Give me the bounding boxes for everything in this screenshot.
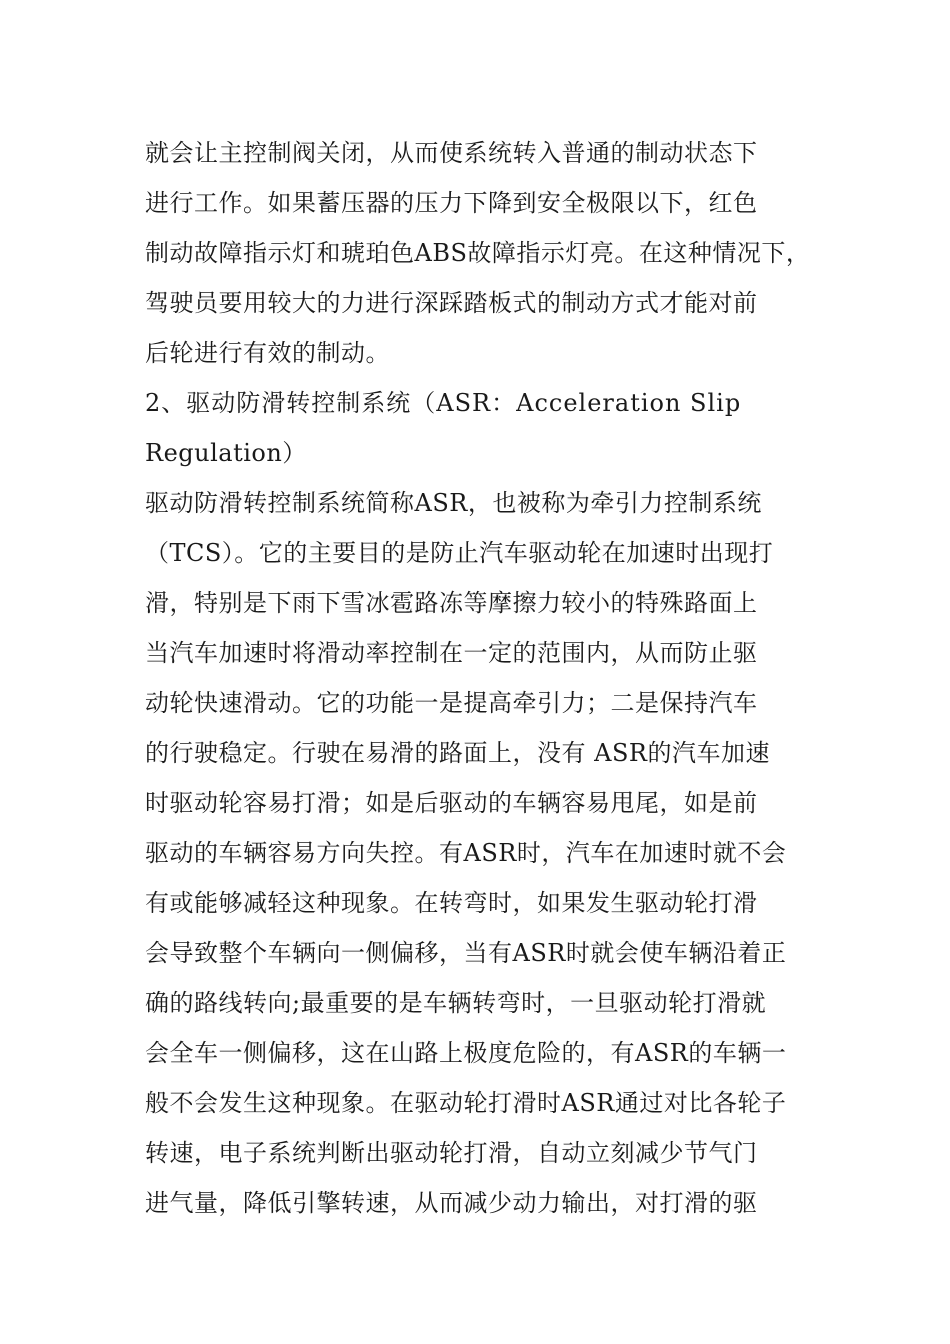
text-line: 滑，特别是下雨下雪冰雹路冻等摩擦力较小的特殊路面上	[145, 589, 758, 617]
text-line: 进行工作。如果蓄压器的压力下降到安全极限以下，红色	[145, 189, 758, 217]
text-line: 会导致整个车辆向一侧偏移，当有ASR时就会使车辆沿着正	[145, 939, 787, 967]
text-line: 当汽车加速时将滑动率控制在一定的范围内，从而防止驱	[145, 639, 758, 667]
text-line: 转速，电子系统判断出驱动轮打滑，自动立刻减少节气门	[145, 1139, 758, 1167]
text-line: 后轮进行有效的制动。	[145, 339, 390, 367]
text-line: 时驱动轮容易打滑；如是后驱动的车辆容易甩尾，如是前	[145, 789, 758, 817]
text-line: 驾驶员要用较大的力进行深踩踏板式的制动方式才能对前	[145, 289, 758, 317]
body-text	[145, 128, 815, 1228]
text-line: 动轮快速滑动。它的功能一是提高牵引力；二是保持汽车	[145, 689, 758, 717]
text-line: 驱动的车辆容易方向失控。有ASR时，汽车在加速时就不会	[145, 839, 787, 867]
text-line: 驱动防滑转控制系统简称ASR，也被称为牵引力控制系统	[145, 489, 762, 517]
text-line: 有或能够减轻这种现象。在转弯时，如果发生驱动轮打滑	[145, 889, 758, 917]
text-line: 会全车一侧偏移，这在山路上极度危险的，有ASR的车辆一	[145, 1039, 787, 1067]
section-heading-continued: Regulation）	[145, 439, 307, 467]
section-heading: 2、驱动防滑转控制系统（ASR：Acceleration Slip	[145, 389, 742, 417]
text-line: 进气量，降低引擎转速，从而减少动力输出，对打滑的驱	[145, 1189, 758, 1217]
text-line: 确的路线转向;最重要的是车辆转弯时，一旦驱动轮打滑就	[145, 989, 767, 1017]
text-line: （TCS）。它的主要目的是防止汽车驱动轮在加速时出现打	[145, 539, 774, 567]
text-line: 就会让主控制阀关闭，从而使系统转入普通的制动状态下	[145, 139, 758, 167]
text-line: 般不会发生这种现象。在驱动轮打滑时ASR通过对比各轮子	[145, 1089, 787, 1117]
text-line: 制动故障指示灯和琥珀色ABS故障指示灯亮。在这种情况下，	[145, 239, 811, 267]
text-line: 的行驶稳定。行驶在易滑的路面上，没有 ASR的汽车加速	[145, 739, 770, 767]
